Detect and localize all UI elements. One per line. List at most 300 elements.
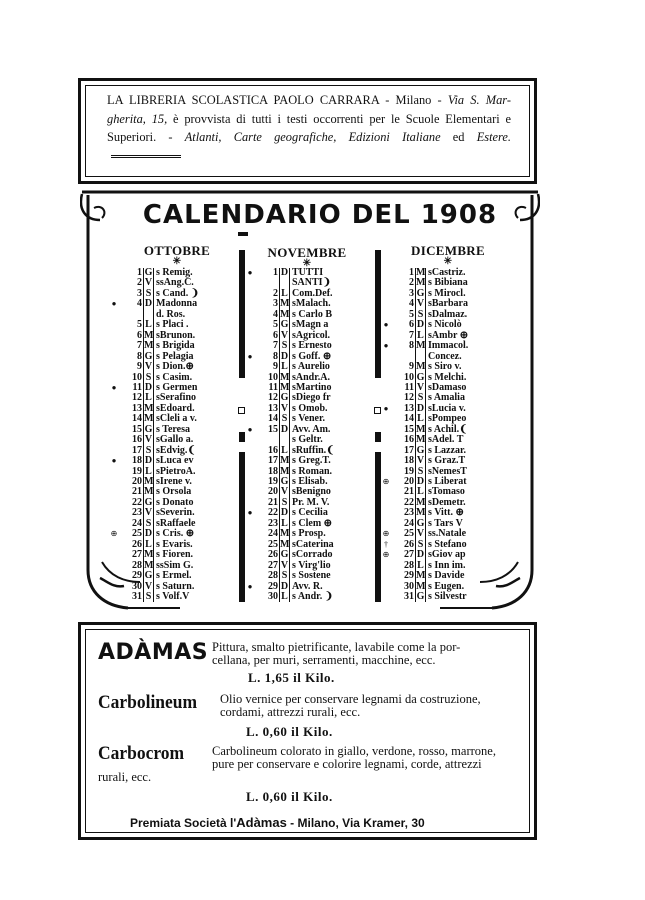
saint-name: sBrunon. [156, 329, 196, 341]
saint-name: sDemetr. [428, 496, 466, 508]
weekday-letter: M [416, 434, 426, 446]
separator-bar [375, 452, 381, 602]
day-number: 23 [132, 507, 142, 519]
day-number: 30 [404, 580, 414, 592]
day-number: 7 [409, 329, 414, 341]
saint-name: s Germen [156, 381, 198, 393]
saint-name: s Graz.T [428, 455, 466, 467]
day-number: 28 [404, 559, 414, 571]
weekday-letter: L [145, 538, 152, 550]
moon-phase-icon: ● [247, 508, 253, 518]
day-number: 29 [132, 570, 142, 582]
saint-name: s Mirocl. [428, 287, 466, 299]
day-number: 10 [132, 371, 142, 383]
weekday-letter: G [280, 392, 289, 404]
saint-name: s Nicolò [428, 319, 462, 331]
day-number: 27 [404, 549, 414, 561]
day-number: 10 [404, 371, 414, 383]
saint-name: sBarbara [428, 298, 468, 310]
day-number: 11 [132, 381, 142, 393]
weekday-letter: V [280, 486, 289, 498]
saint-name: s Fioren. [156, 549, 194, 561]
calendar-day-row [383, 319, 509, 331]
day-number: 11 [404, 381, 414, 393]
saint-name: ssAng.C. [156, 277, 194, 289]
day-number: 3 [273, 298, 278, 310]
ad-text-6: Atlanti, Carte geografiche, Edizioni [184, 130, 390, 145]
day-number: 5 [137, 319, 142, 331]
day-number: 22 [404, 496, 414, 508]
day-number: 30 [132, 580, 142, 592]
saint-name: s Ernesto [292, 340, 332, 352]
calendar-column-december [382, 267, 509, 608]
saint-name: sPietroA. [156, 465, 196, 477]
saint-name: sCorrado [292, 549, 333, 561]
saint-name: s Liberat [428, 476, 467, 487]
calendar-day-row [394, 456, 509, 466]
day-number: 15 [132, 423, 142, 435]
saint-name: s Placi . [156, 319, 189, 331]
calendar-day-row [110, 528, 237, 540]
saint-name: s Vener. [292, 413, 325, 425]
weekday-letter: S [281, 340, 288, 352]
saint-name: s Cris. ⊕ [156, 528, 195, 540]
weekday-letter: V [416, 298, 425, 310]
month-name: DICEMBRE [411, 243, 485, 258]
moon-phase-icon: † [384, 539, 388, 549]
moon-phase-icon: ● [383, 320, 389, 330]
separator-square-icon [238, 407, 245, 414]
day-number: 18 [132, 455, 142, 467]
weekday-letter: D [144, 298, 153, 310]
day-number: 28 [132, 559, 142, 571]
separator-square-icon [374, 407, 381, 414]
weekday-letter: S [417, 308, 424, 320]
saint-name: s Inn im. [428, 559, 466, 571]
weekday-letter: S [145, 371, 152, 383]
saint-name: sAndr.A. [292, 371, 330, 383]
saint-name: s Elisab. [292, 476, 328, 487]
weekday-letter: M [280, 538, 290, 550]
day-number: 28 [268, 570, 278, 582]
month-header-december [406, 243, 490, 267]
weekday-letter: L [145, 319, 152, 331]
month-header-november [262, 245, 352, 269]
day-number: 30 [268, 590, 278, 602]
calendar-day-row [258, 571, 373, 581]
moon-phase-icon: ⊕ [382, 529, 390, 539]
weekday-letter: G [144, 350, 153, 362]
weekday-letter: G [416, 444, 425, 456]
day-number: 2 [137, 277, 142, 289]
day-number: 1 [137, 267, 142, 278]
day-number: 12 [132, 392, 142, 404]
saint-name: sTomaso [428, 486, 465, 498]
saint-name: s Roman. [292, 465, 333, 477]
weekday-letter: L [281, 287, 288, 299]
day-number: 6 [137, 329, 142, 341]
day-number: 31 [132, 590, 142, 602]
saint-name: sMalach. [292, 298, 331, 310]
saint-name: sMagn a [292, 319, 329, 331]
weekday-letter: G [144, 570, 153, 582]
day-number: 24 [268, 528, 278, 540]
day-number: 26 [132, 538, 142, 550]
day-number: 27 [132, 549, 142, 561]
saint-name: TUTTI [292, 267, 324, 278]
saint-name: sAmbr ⊕ [428, 329, 469, 341]
weekday-letter: V [144, 361, 153, 373]
ad-text-7: Italiane [402, 130, 441, 145]
weekday-letter: D [416, 476, 425, 487]
calendar-day-row [258, 362, 373, 372]
weekday-letter: M [416, 580, 426, 592]
day-number: 19 [132, 465, 142, 477]
carbocrom-price: L. 0,60 il Kilo. [246, 789, 333, 804]
day-number: 14 [132, 413, 142, 425]
weekday-letter: M [144, 549, 154, 561]
month-name: OTTOBRE [143, 243, 211, 258]
weekday-letter: L [417, 486, 424, 498]
saint-name: s Goff. ⊕ [292, 350, 332, 362]
weekday-letter: M [416, 507, 426, 519]
day-number: 29 [268, 580, 278, 592]
day-number: 19 [404, 465, 414, 477]
weekday-letter: S [145, 590, 152, 602]
weekday-letter: V [144, 277, 153, 289]
calendar-day-row [258, 529, 373, 539]
moon-phase-icon: ● [383, 403, 389, 413]
weekday-letter: D [144, 381, 153, 393]
separator-dash [375, 432, 381, 442]
ad-text-5: Elementari e Superiori. - [107, 111, 511, 145]
weekday-letter: M [416, 340, 426, 352]
weekday-letter: M [144, 329, 154, 341]
saint-name: s Bibiana [428, 277, 468, 289]
saint-name: sCastriz. [428, 267, 466, 278]
saint-name: Avv. Am. [292, 423, 331, 435]
carbocrom-description [212, 745, 524, 771]
separator-bar [375, 250, 381, 378]
moon-phase-icon: ● [247, 581, 253, 591]
saint-name: sNemesT [428, 465, 467, 477]
day-number: 10 [268, 371, 278, 383]
weekday-letter: V [416, 455, 425, 467]
saint-name: s Orsola [156, 486, 192, 498]
saint-name: s Siro v. [428, 361, 462, 373]
day-number: 12 [404, 392, 414, 404]
ad-text-1: LA LIBRERIA SCOLASTICA PAOLO CARRARA - Milano - [107, 93, 442, 107]
ad-text-2: Via S. Mar- [447, 93, 511, 107]
saint-name: sIrene v. [156, 476, 192, 487]
saint-name: s Remig. [156, 267, 193, 278]
saint-name: sCleli a v. [156, 413, 197, 425]
saint-name: s Brigida [156, 340, 195, 352]
saint-name: s Melchi. [428, 371, 467, 383]
separator-bar [239, 452, 245, 602]
calendar-title: CALENDARIO DEL 1908 [142, 200, 498, 230]
calendar-day-row [394, 571, 509, 581]
day-number: 7 [273, 340, 278, 352]
calendar-day-row [258, 550, 373, 560]
weekday-letter: G [416, 517, 425, 529]
calendar-day-row [122, 435, 237, 445]
weekday-letter: M [144, 476, 154, 487]
double-rule [111, 155, 181, 158]
day-number: 13 [132, 402, 142, 414]
saint-name: sDalmaz. [428, 308, 468, 320]
saint-name: Immacol. [428, 340, 469, 352]
weekday-letter: D [280, 423, 289, 435]
calendar-day-row [394, 435, 509, 445]
calendar-day-row [122, 362, 237, 372]
saint-name: d. Ros. [156, 308, 186, 320]
day-number: 26 [404, 538, 414, 550]
saint-name: s Geltr. [292, 434, 323, 446]
saint-name: sDiego fr [292, 392, 331, 404]
weekday-letter: G [144, 423, 153, 435]
weekday-letter: D [280, 580, 289, 592]
desc-line: pure per conservare e colorire legnami, corde, attrezzi [212, 757, 482, 771]
saint-name: s Volf.V [156, 590, 190, 602]
calendar-day-row [122, 341, 237, 351]
day-number: 3 [409, 287, 414, 299]
moon-phase-icon: ● [111, 299, 117, 309]
day-number: 27 [268, 559, 278, 571]
moon-phase-icon: ● [247, 424, 253, 434]
desc-line: Carbolineum colorato in giallo, verdone, rosso, marrone, [212, 744, 496, 758]
weekday-letter: L [145, 465, 152, 477]
weekday-letter: S [281, 413, 288, 425]
bookstore-ad-text [107, 91, 511, 165]
saint-name: s Dion.⊕ [156, 361, 194, 373]
saint-name: s Ermel. [156, 570, 192, 582]
saint-name: s Andr. ❩ [292, 590, 334, 602]
day-number: 18 [404, 455, 414, 467]
month-name: NOVEMBRE [267, 245, 347, 260]
day-number: 13 [404, 402, 414, 414]
saint-name: sRaffaele [156, 517, 196, 529]
day-number: 9 [137, 361, 142, 373]
saint-name: Pr. M. V. [292, 496, 330, 508]
saint-name: s Cecilia [292, 507, 328, 519]
ornament-icon: ✳ [443, 256, 453, 267]
day-number: 9 [273, 361, 278, 373]
moon-phase-icon: ● [247, 351, 253, 361]
moon-phase-icon: ● [383, 341, 389, 351]
weekday-letter: V [416, 528, 425, 540]
saint-name: sMartino [292, 381, 332, 393]
weekday-letter: M [280, 528, 290, 540]
weekday-letter: V [144, 507, 153, 519]
weekday-letter: L [417, 559, 424, 571]
saint-name: s Cand. ❩ [156, 287, 200, 299]
day-number: 24 [132, 517, 142, 529]
saint-name: s Aurelio [292, 361, 330, 373]
saint-name: s Saturn. [156, 580, 195, 592]
weekday-letter: M [144, 559, 154, 571]
saint-name: s Achil.❨ [428, 423, 468, 435]
saint-name: s Prosp. [292, 528, 326, 540]
saint-name: s Clem ⊕ [292, 517, 333, 529]
moon-phase-icon: ● [111, 456, 117, 466]
saint-name: sCaterina [292, 538, 334, 550]
day-number: 17 [268, 455, 278, 467]
day-number: 15 [268, 423, 278, 435]
weekday-letter: L [281, 517, 288, 529]
saint-name: s Lazzar. [428, 444, 466, 456]
moon-phase-icon: ⊕ [382, 477, 390, 486]
moon-phase-icon: ● [247, 268, 253, 277]
day-number: 14 [404, 413, 414, 425]
ad-text-4: è provvista di tutti i testi occorrenti per le Scuole [173, 111, 440, 126]
day-number: 6 [409, 319, 414, 331]
day-number: 1 [409, 267, 414, 278]
weekday-letter: M [280, 465, 290, 477]
weekday-letter: D [280, 267, 289, 278]
saint-name: s Amalia [428, 392, 465, 404]
weekday-letter: G [416, 287, 425, 299]
saint-name: sEdvig.❨ [156, 444, 196, 456]
ad-text-8: ed [452, 130, 465, 145]
day-number: 16 [404, 434, 414, 446]
day-number: 5 [409, 308, 414, 320]
day-number: 21 [132, 486, 142, 498]
month-header-october [137, 243, 217, 267]
day-number: 25 [404, 528, 414, 540]
weekday-letter: D [144, 455, 153, 467]
saint-name: s Teresa [156, 423, 190, 435]
calendar-day-row [383, 340, 509, 352]
carbolineum-description [220, 693, 525, 719]
weekday-letter: S [417, 392, 424, 404]
moon-phase-icon: ● [111, 382, 117, 392]
day-number: 16 [268, 444, 278, 456]
calendar-day-row [122, 592, 237, 602]
weekday-letter: V [280, 402, 289, 414]
footer-brand: Adàmas [236, 815, 287, 830]
day-number: 12 [268, 392, 278, 404]
day-number: 2 [273, 287, 278, 299]
saint-name: sAgricol. [292, 329, 331, 341]
saint-name: sAdel. T [428, 434, 464, 446]
saint-name: s Eugen. [428, 580, 465, 592]
weekday-letter: D [416, 402, 425, 414]
calendar-column-november [247, 267, 373, 608]
day-number: 3 [137, 287, 142, 299]
saint-name: Com.Def. [292, 287, 333, 299]
day-number: 25 [268, 538, 278, 550]
saint-name: s Evaris. [156, 538, 193, 550]
weekday-letter: L [281, 590, 288, 602]
saint-name: sGallo a. [156, 434, 194, 446]
weekday-letter: M [416, 267, 426, 278]
saint-name: s Virg'lio [292, 559, 331, 571]
weekday-letter: M [416, 496, 426, 508]
weekday-letter: S [145, 517, 152, 529]
calendar-day-row [258, 341, 373, 351]
carbolineum-name: Carbolineum [98, 692, 198, 713]
carbolineum-price: L. 0,60 il Kilo. [246, 724, 333, 739]
saint-name: sEdoard. [156, 402, 195, 414]
day-number: 15 [404, 423, 414, 435]
ad-text-3: gherita, 15, [107, 111, 168, 126]
weekday-letter: L [417, 329, 424, 341]
day-number: 24 [404, 517, 414, 529]
saint-name: sBenigno [292, 486, 331, 498]
calendar-day-row [122, 571, 237, 581]
weekday-letter: V [144, 580, 153, 592]
calendar-day-row [111, 455, 237, 467]
ornament-icon: ✳ [172, 256, 182, 267]
day-number: 6 [273, 329, 278, 341]
weekday-letter: G [144, 267, 153, 278]
day-number: 1 [273, 267, 278, 278]
saint-name: s Greg.T. [292, 455, 331, 467]
day-number: 4 [137, 298, 142, 310]
weekday-letter: V [416, 381, 425, 393]
separator-cap [238, 232, 248, 236]
saint-name: sSerafino [156, 392, 196, 404]
weekday-letter: M [280, 308, 290, 320]
day-number: 17 [132, 444, 142, 456]
saint-name: sLucia v. [428, 402, 466, 414]
desc-line: Olio vernice per conservare legnami da costruzione, [220, 692, 481, 706]
saint-name: sGiov ap [428, 549, 466, 561]
saint-name: ssSim G. [156, 559, 194, 571]
ornament-icon: ✳ [302, 258, 312, 269]
weekday-letter: M [144, 413, 154, 425]
day-number: 11 [268, 381, 278, 393]
day-number: 14 [268, 413, 278, 425]
day-number: 22 [132, 496, 142, 508]
weekday-letter: S [281, 496, 288, 508]
saint-name: sDamaso [428, 381, 467, 393]
calendar-day-row [382, 549, 509, 561]
weekday-letter: M [280, 381, 290, 393]
day-number: 4 [409, 298, 414, 310]
saint-name: Concez. [428, 350, 462, 362]
day-number: 4 [273, 308, 278, 320]
separator-bar [239, 250, 245, 378]
day-number: 26 [268, 549, 278, 561]
weekday-letter: V [144, 434, 153, 446]
calendar-day-row [122, 320, 237, 330]
weekday-letter: M [144, 402, 154, 414]
day-number: 16 [132, 434, 142, 446]
ad-text-9: Estere. [476, 130, 511, 145]
calendar-day-row [122, 550, 237, 560]
saint-name: s Donato [156, 496, 194, 508]
day-number: 23 [268, 517, 278, 529]
weekday-letter: M [280, 455, 290, 467]
calendar-day-row [258, 320, 373, 330]
day-number: 22 [268, 507, 278, 519]
day-number: 9 [409, 361, 414, 373]
day-number: 31 [404, 590, 414, 602]
day-number: 23 [404, 507, 414, 519]
weekday-letter: V [280, 329, 289, 341]
saint-name: sPompeo [428, 413, 467, 425]
day-number: 20 [404, 476, 414, 487]
weekday-letter: M [416, 277, 426, 289]
saint-name: s Carlo B [292, 308, 332, 320]
weekday-letter: M [144, 486, 154, 498]
weekday-letter: D [144, 528, 153, 540]
saint-name: s Casim. [156, 371, 193, 383]
weekday-letter: M [416, 570, 426, 582]
weekday-letter: V [280, 559, 289, 571]
